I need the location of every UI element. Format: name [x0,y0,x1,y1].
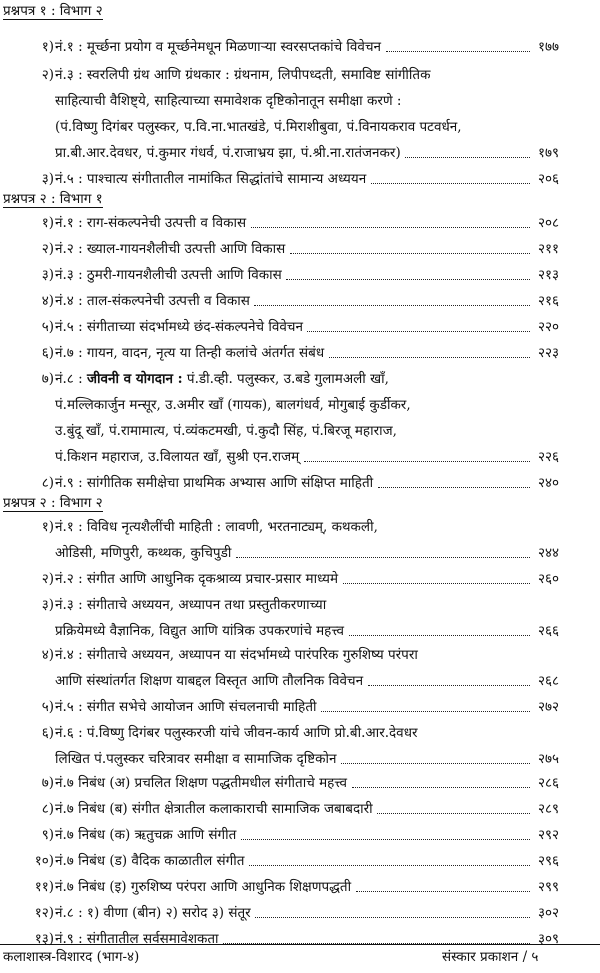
page-number: २११ [538,241,560,257]
page-number: २१३ [538,267,560,283]
entry-title-rest: पं.डी.व्ही. पलुस्कर, उ.बडे गुलामअली खाँ, [182,371,389,387]
entry-number: ७) [41,775,54,791]
page-number: २७५ [538,751,560,767]
dot-leader [251,227,530,228]
entry-title: नं.४ : संगीताचे अध्ययन, अध्यापन या संदर्भामध्ये पारंपरिक गुरुशिष्य परंपरा [55,647,418,663]
entry-title-continued: (पं.विष्णु दिगंबर पलुस्कर, प.वि.ना.भातखंडे, पं.मिराशीबुवा, पं.विनायकराव पटवर्धन, [55,119,462,135]
entry-title: नं.७ निबंध (अ) प्रचलित शिक्षण पद्धतीमधील संगीताचे महत्त्व [55,775,348,791]
dot-leader [368,685,530,686]
entry-title-continued: उ.बुंदू खाँ, पं.रामामात्य, पं.व्यंकटमखी, पं.कुदौ सिंह, पं.बिरजू महाराज, [55,423,397,439]
dot-leader [255,917,530,918]
entry-number: १) [41,519,54,535]
dot-leader [405,157,530,158]
dot-leader [321,711,530,712]
entry-title [55,370,389,388]
entry-number: २) [41,67,54,83]
entry-number: ३) [41,597,54,613]
dot-leader [349,635,530,636]
toc-entry-tail [0,448,600,466]
section-heading [3,190,103,208]
page-number: २९६ [538,853,560,869]
section-heading [3,2,103,20]
dot-leader [386,51,530,52]
entry-title: नं.९ : सांगीतिक समीक्षेचा प्राथमिक अभ्यास आणि संक्षिप्त माहिती [55,475,374,491]
entry-title-continued: पं.मल्लिकार्जुन मन्सूर, उ.अमीर खाँ (गायक), बालगंधर्व, मोगुबाई कुर्डीकर, [55,397,411,413]
dot-leader [249,865,530,866]
dot-leader [241,839,530,840]
entry-title-continued: पं.किशन महाराज, उ.विलायत खाँ, सुश्री एन.राजम् [55,449,300,465]
toc-entry-tail [0,672,600,690]
entry-title: नं.३ : संगीताचे अध्ययन, अध्यापन तथा प्रस्तुतीकरणाच्या [55,597,327,613]
entry-title: नं.२ : संगीत आणि आधुनिक दृकश्राव्य प्रचार-प्रसार माध्यमे [55,571,339,587]
entry-title: नं.७ निबंध (ड) वैदिक काळातील संगीत [55,853,245,869]
footer-rule [0,944,600,945]
entry-title: नं.३ : ठुमरी-गायनशैलीची उत्पत्ती आणि विकास [55,267,282,283]
entry-number: ३) [41,171,54,187]
dot-leader [329,357,530,358]
entry-number: २) [41,571,54,587]
entry-title-continued: प्रक्रियेमध्ये वैज्ञानिक, विद्युत आणि यांत्रिक उपकरणांचे महत्त्व [55,623,345,639]
dot-leader [307,331,530,332]
entry-title: नं.८ : १) वीणा (बीन) २) सरोद ३) संतूर [55,905,251,921]
entry-number: १३) [34,931,54,947]
entry-number: १) [41,39,54,55]
entry-number: १२) [34,905,54,921]
dot-leader [343,583,530,584]
page-number: २२६ [538,449,560,465]
page-number: २२० [538,319,560,335]
entry-title-prefix: नं.८ : [55,371,87,387]
entry-number: ४) [41,293,54,309]
entry-number: ५) [41,699,54,715]
entry-title: नं.२ : ख्याल-गायनशैलीची उत्पत्ती आणि विकास [55,241,286,257]
dot-leader [377,813,530,814]
entry-number: ४) [41,647,54,663]
footer-publisher-page: संस्कार प्रकाशन / ५ [442,949,539,965]
entry-number: ९) [41,827,54,843]
entry-number: ७) [41,371,54,387]
page-number: ३०९ [538,931,560,947]
entry-number: ३) [41,267,54,283]
entry-title: नं.३ : स्वरलिपी ग्रंथ आणि ग्रंथकार : ग्रंथनाम, लिपीपध्दती, समाविष्ट सांगीतिक [55,67,431,83]
page-number: २९२ [538,827,560,843]
entry-number: ११) [34,879,54,895]
dot-leader [290,253,530,254]
page-number: २१६ [538,293,560,309]
entry-title: नं.५ : संगीत सभेचे आयोजन आणि संचलनाची माहिती [55,699,317,715]
toc-entry-tail [0,544,600,562]
page-number: २०८ [538,215,560,231]
toc-entry-tail [0,750,600,768]
entry-title-continued: प्रा.बी.आर.देवधर, पं.कुमार गंधर्व, पं.राजाभ्रय झा, पं.श्री.ना.रातंजनकर) [55,145,401,161]
page-number: २४४ [538,545,560,561]
toc-entry-tail [0,622,600,640]
entry-number: ८) [41,801,54,817]
entry-title-bold: जीवनी व योगदान : [86,371,183,387]
page-number: २८६ [538,775,560,791]
page-number: २२३ [538,345,560,361]
entry-title: नं.७ निबंध (ब) संगीत क्षेत्रातील कलाकाराची सामाजिक जबाबदारी [55,801,373,817]
dot-leader [304,461,530,462]
entry-number: ८) [41,475,54,491]
entry-title-continued: लिखित पं.पलुस्कर चरित्रावर समीक्षा व सामाजिक दृष्टिकोन [55,751,337,767]
entry-title: नं.७ : गायन, वादन, नृत्य या तिन्ही कलांचे अंतर्गत संबंध [55,345,325,361]
footer-book-title: कलाशास्त्र-विशारद (भाग-४) [3,949,140,965]
page-number: २७२ [538,699,560,715]
entry-title: नं.५ : पाश्चात्य संगीतातील नामांकित सिद्धांतांचे सामान्य अध्ययन [55,171,367,187]
entry-title: नं.७ निबंध (क) ऋतुचक्र आणि संगीत [55,827,237,843]
entry-title: नं.१ : मूर्च्छना प्रयोग व मूर्च्छनेमधून मिळणाऱ्या स्वरसप्तकांचे विवेचन [55,39,382,55]
entry-number: ६) [41,725,54,741]
entry-title: नं.९ : संगीतातील सर्वसमावेशकता [55,931,219,947]
entry-number: ५) [41,319,54,335]
dot-leader [378,487,530,488]
dot-leader [341,763,530,764]
entry-title-continued: ओडिसी, मणिपुरी, कथ्थक, कुचिपुडी [55,545,232,561]
entry-title: नं.१ : राग-संकल्पनेची उत्पत्ती व विकास [55,215,247,231]
toc-entry-tail [0,144,600,162]
page-number: २६० [538,571,560,587]
section-heading-text: प्रश्नपत्र २ : विभाग २ [3,495,103,511]
entry-title-continued: साहित्याची वैशिष्ट्ये, साहित्याच्या समावेशक दृष्टिकोनातून समीक्षा करणे : [55,93,402,109]
dot-leader [371,183,530,184]
page-number: ३०२ [538,905,560,921]
page-number: १७७ [538,39,560,55]
entry-title: नं.५ : संगीताच्या संदर्भामध्ये छंद-संकल्पनेचे विवेचन [55,319,303,335]
section-heading-text: प्रश्नपत्र १ : विभाग २ [3,3,103,19]
entry-title-continued: आणि संस्थांतर्गत शिक्षण याबद्दल विस्तृत आणि तौलनिक विवेचन [55,673,364,689]
entry-number: ६) [41,345,54,361]
entry-number: १) [41,215,54,231]
entry-title: नं.४ : ताल-संकल्पनेची उत्पत्ती व विकास [55,293,250,309]
page-number: २९९ [538,879,560,895]
entry-title: नं.७ निबंध (इ) गुरुशिष्य परंपरा आणि आधुनिक शिक्षणपद्धती [55,879,352,895]
dot-leader [236,557,530,558]
page-number: २०६ [538,171,560,187]
dot-leader [352,787,530,788]
dot-leader [356,891,530,892]
page-number: २६८ [538,673,560,689]
entry-number: २) [41,241,54,257]
page-number: २८९ [538,801,560,817]
entry-number: १०) [34,853,54,869]
entry-title: नं.१ : विविध नृत्यशैलींची माहिती : लावणी, भरतनाट्यम्, कथकली, [55,519,378,535]
section-heading-text: प्रश्नपत्र २ : विभाग १ [3,191,103,207]
page-number: २६६ [538,623,560,639]
dot-leader [286,279,530,280]
dot-leader [254,305,530,306]
page-number: २४० [538,475,560,491]
page-number: १७९ [538,145,560,161]
section-heading [3,494,103,512]
entry-title: नं.६ : पं.विष्णु दिगंबर पलुस्करजी यांचे जीवन-कार्य आणि प्रो.बी.आर.देवधर [55,725,418,741]
